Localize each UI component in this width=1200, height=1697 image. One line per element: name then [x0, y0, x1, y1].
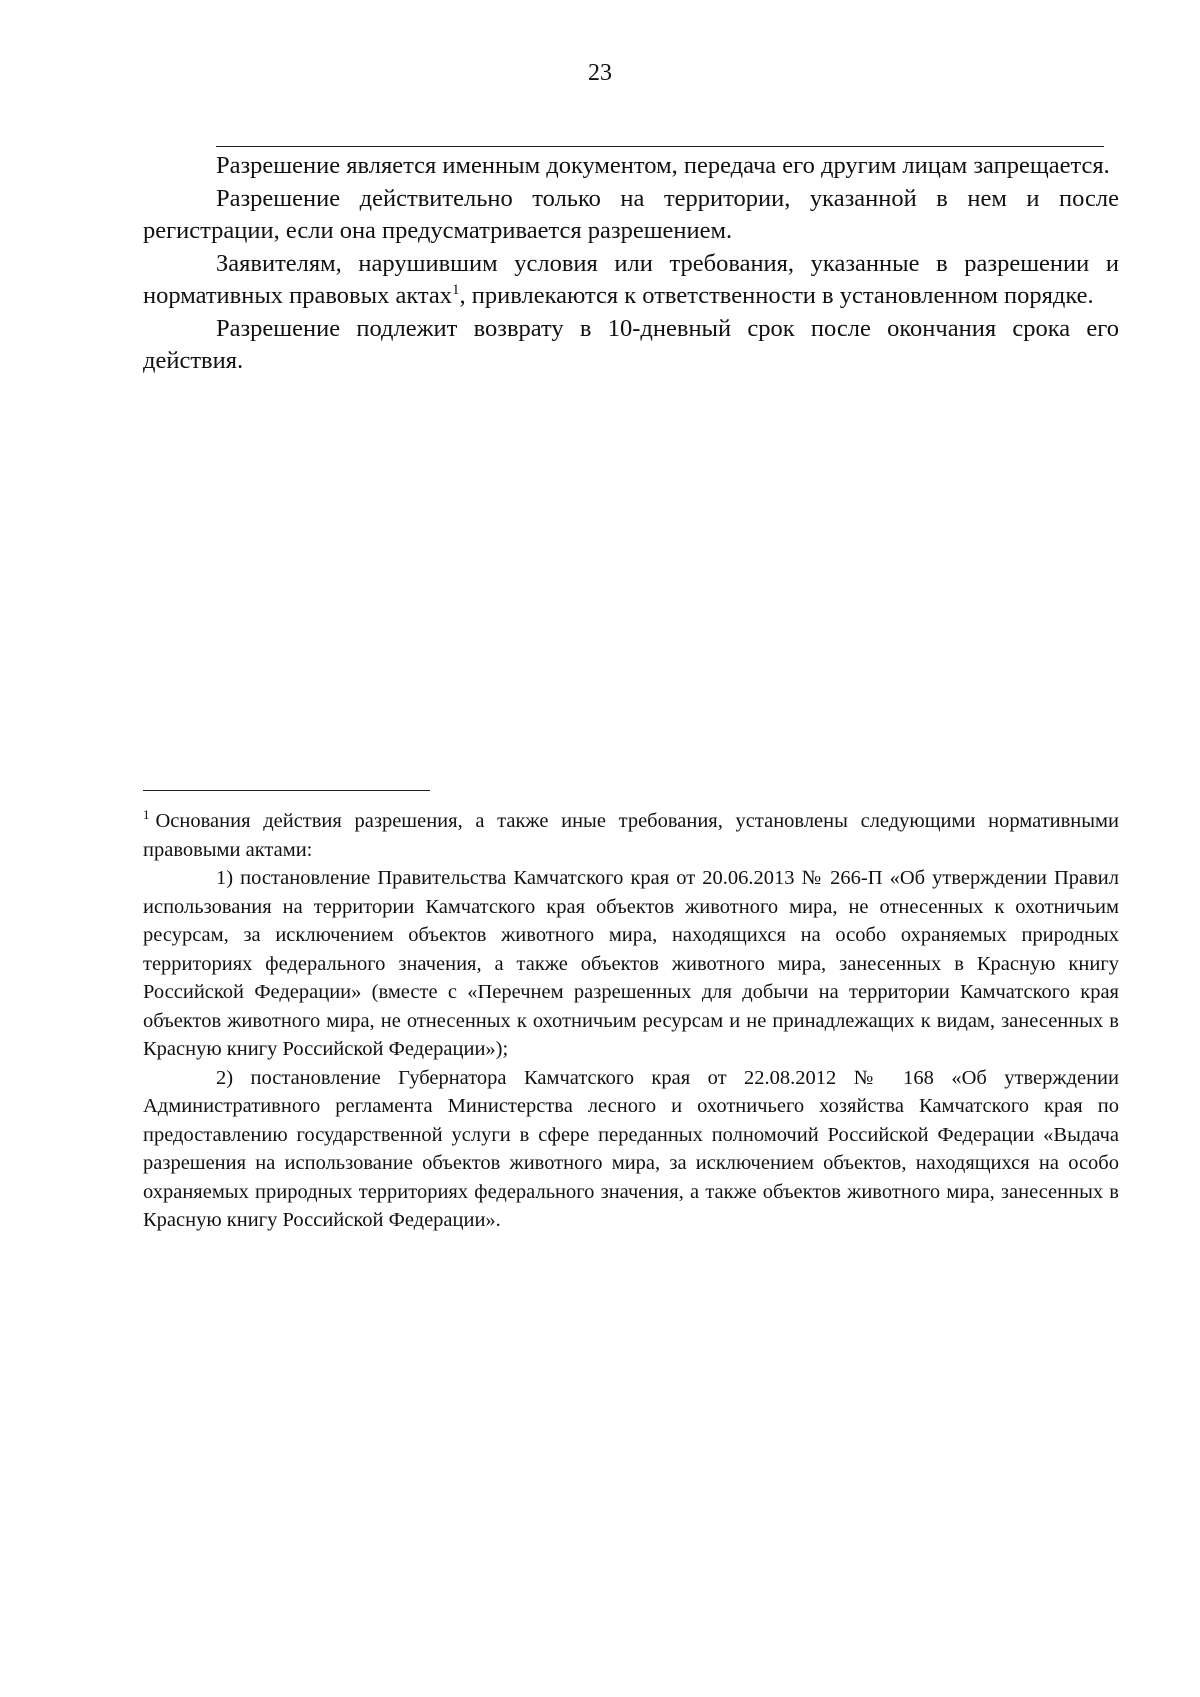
paragraph-name-document: Разрешение является именным документом, передача его другим лицам запрещается. [216, 152, 1110, 179]
page-number: 23 [588, 60, 612, 86]
footnote-item-2: 2) постановление Губернатора Камчатского края от 22.08.2012 № 168 «Об утверждении Административного регламента Министерства лесного и охотничьего хозяйства Камчатского края по предоставлению государственной услуги в сфере переданных полномочий Российской Федерации «Выдача разрешения на использование объектов животного мира, за исключением объектов, находящихся на особо охраняемых природных территориях федерального значения, а также объектов животного мира, занесенных в Красную книгу Российской Федерации». [143, 1066, 1119, 1231]
paragraph-responsibility-start: Заявителям, нарушившим условия или требования, указанные в разрешении и нормативных правовых актах [143, 249, 1119, 309]
main-text [143, 150, 1119, 378]
footnotes [143, 807, 1119, 1235]
paragraph-territory: Разрешение действительно только на территории, указанной в нем и после регистрации, если она предусматривается разрешением. [143, 184, 1119, 244]
footnote-intro [143, 807, 1119, 864]
footnote-intro-text: Основания действия разрешения, а также иные требования, установлены следующими нормативными правовыми актами: [143, 810, 1119, 861]
paragraph-responsibility [143, 248, 1119, 313]
paragraph-responsibility-end: , привлекаются к ответственности в установленном порядке. [459, 282, 1094, 309]
top-divider [216, 146, 1104, 147]
footnote-item-1: 1) постановление Правительства Камчатского края от 20.06.2013 № 266-П «Об утверждении Правил использования на территории Камчатского края объектов животного мира, не отнесенных к охотничьим ресурсам, за исключением объектов животного мира, находящихся на особо охраняемых природных территориях федерального значения, а также объектов животного мира, занесенных в Красную книгу Российской Федерации» (вместе с «Перечнем разрешенных для добычи на территории Камчатского края объектов животного мира, не отнесенных к охотничьим ресурсам и не принадлежащих к видам, занесенных в Красную книгу Российской Федерации»); [143, 867, 1119, 1060]
paragraph-return: Разрешение подлежит возврату в 10-дневный срок после окончания срока его действия. [143, 314, 1119, 374]
footnote-mark: 1 [143, 807, 150, 823]
footnote-divider [143, 790, 430, 791]
footnote-reference: 1 [452, 281, 460, 298]
